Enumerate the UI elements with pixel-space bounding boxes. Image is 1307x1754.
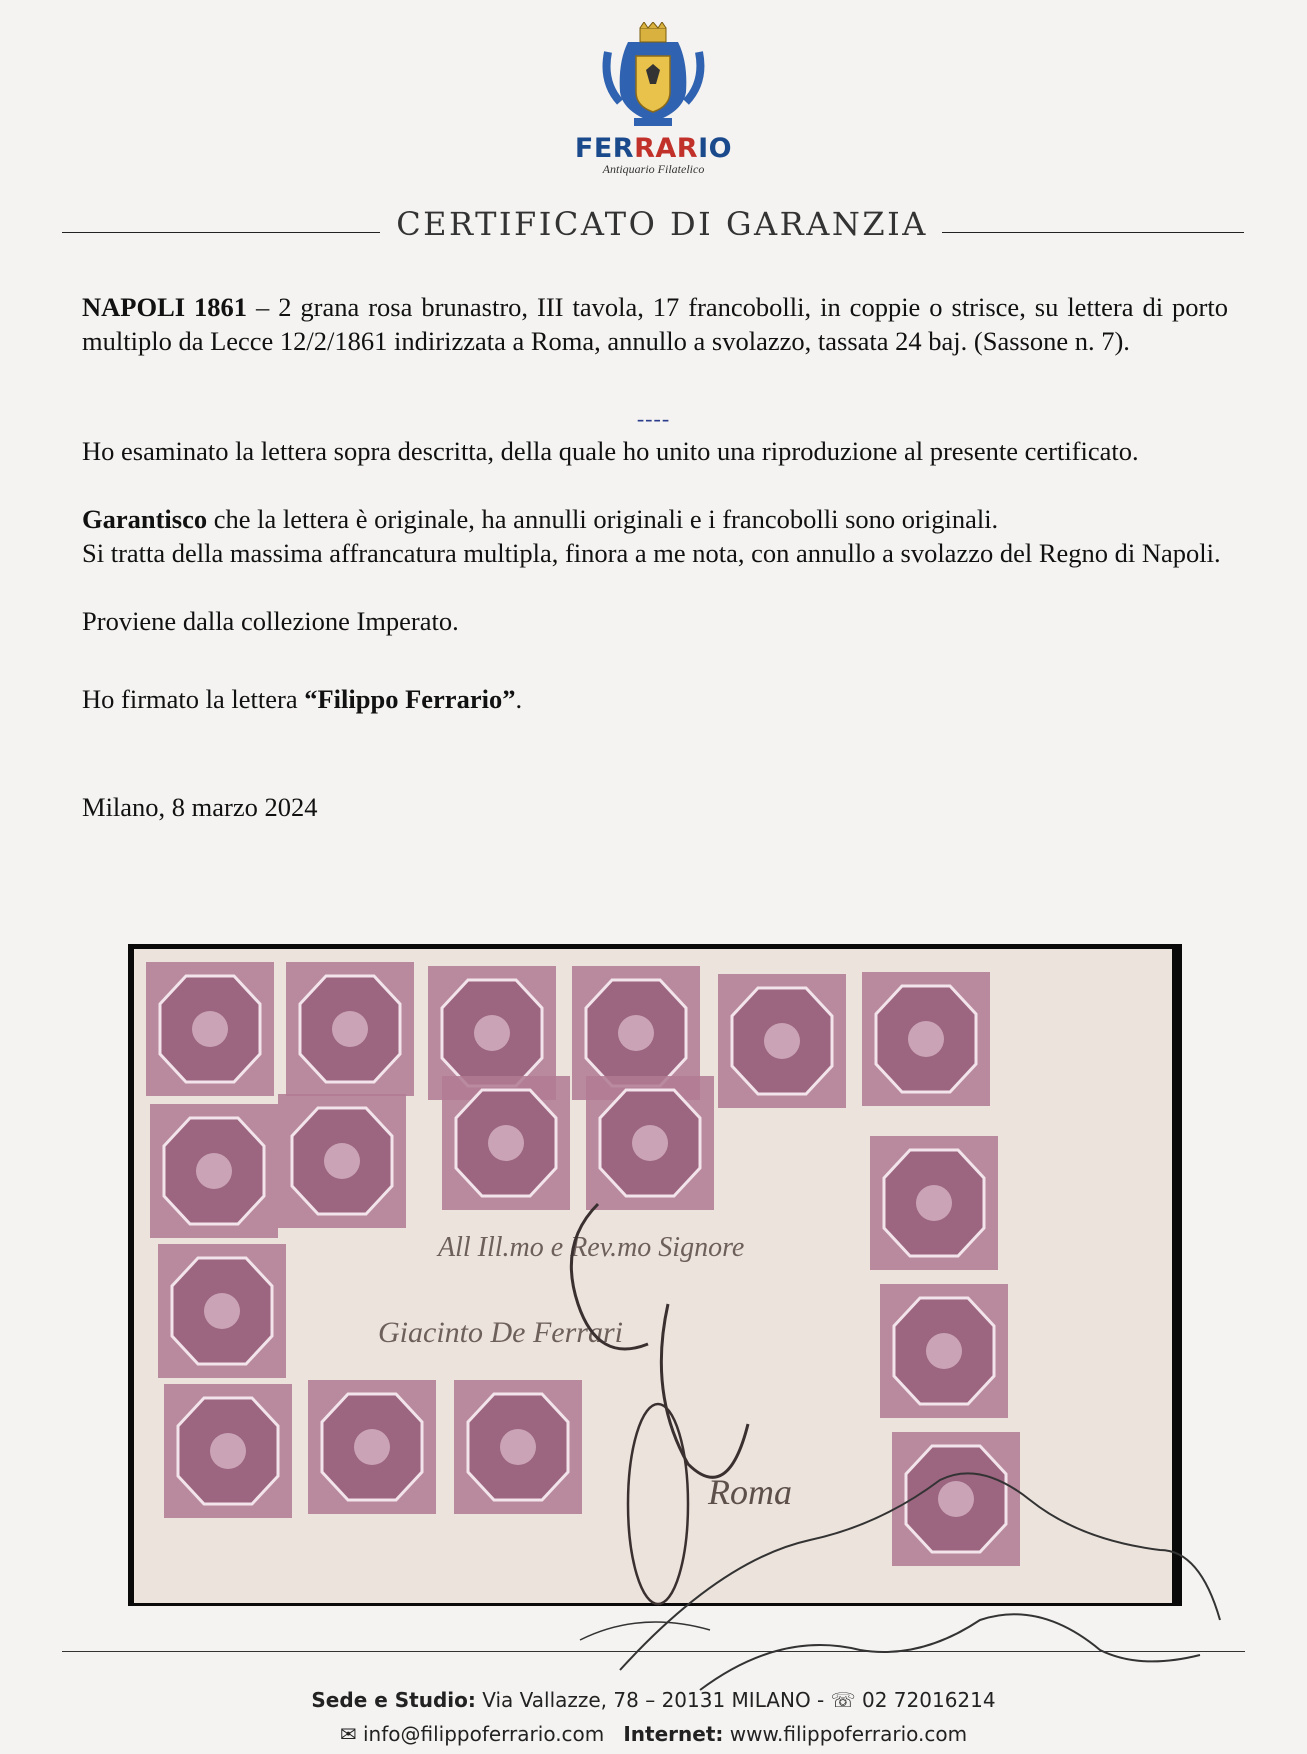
footer-address: Sede e Studio: Via Vallazze, 78 – 20131 MILANO - ☏ 02 72016214 <box>311 1688 996 1712</box>
stamp <box>718 974 846 1108</box>
stamp <box>870 1136 998 1270</box>
title-rule-left <box>62 232 380 233</box>
footer-rule <box>62 1651 1245 1652</box>
certificate-title: CERTIFICATO DI GARANZIA <box>396 205 928 243</box>
title-rule-right <box>942 232 1244 233</box>
stamp <box>158 1244 286 1378</box>
address-line-1: All Ill.mo e Rev.mo Signore <box>438 1232 745 1263</box>
title-row <box>62 205 1245 249</box>
stamp <box>278 1094 406 1228</box>
stamp <box>586 1076 714 1210</box>
place-and-date: Milano, 8 marzo 2024 <box>82 792 318 822</box>
stamp <box>146 962 274 1096</box>
website-link[interactable]: www.filippoferrario.com <box>723 1722 968 1746</box>
stamp <box>308 1380 436 1514</box>
email-link[interactable]: ✉ info@filippoferrario.com <box>339 1722 605 1746</box>
separator: ---- <box>636 406 671 431</box>
stamp <box>862 972 990 1106</box>
body-paragraph-examined: Ho esaminato la lettera sopra descritta, della quale ho unito una riproduzione al presente certificato. <box>82 436 1139 466</box>
brand-name: FERRARIO <box>574 133 733 164</box>
item-description: NAPOLI 1861 – 2 grana rosa brunastro, III tavola, 17 francobolli, in coppie o strisce, su lettera di porto multiplo da Lecce 12/2/1861 indirizzata a Roma, annullo a svolazzo, tassata 24 baj. (Sassone n. 7). <box>82 292 1228 356</box>
address-line-2: Giacinto De Ferrari <box>378 1316 623 1349</box>
body-paragraph-signed: Ho firmato la lettera “Filippo Ferrario”. <box>82 684 523 714</box>
stamp <box>442 1076 570 1210</box>
brand-subtitle: Antiquario Filatelico <box>602 162 705 176</box>
body-paragraph-provenance: Proviene dalla collezione Imperato. <box>82 606 459 636</box>
body-paragraph-guarantee: Garantisco che la lettera è originale, ha annulli originali e i francobolli sono originali. <box>82 504 999 534</box>
stamp <box>286 962 414 1096</box>
handwritten-signature <box>560 1440 1260 1700</box>
body-paragraph-record: Si tratta della massima affrancatura multipla, finora a me nota, con annullo a svolazzo del Regno di Napoli. <box>82 538 1221 568</box>
stamp <box>880 1284 1008 1418</box>
stamp <box>164 1384 292 1518</box>
stamp <box>150 1104 278 1238</box>
footer-contacts: ✉ info@filippoferrario.com Internet: www.filippoferrario.com <box>339 1722 968 1746</box>
coat-of-arms-logo <box>598 22 709 134</box>
address-city: Roma <box>708 1472 792 1512</box>
